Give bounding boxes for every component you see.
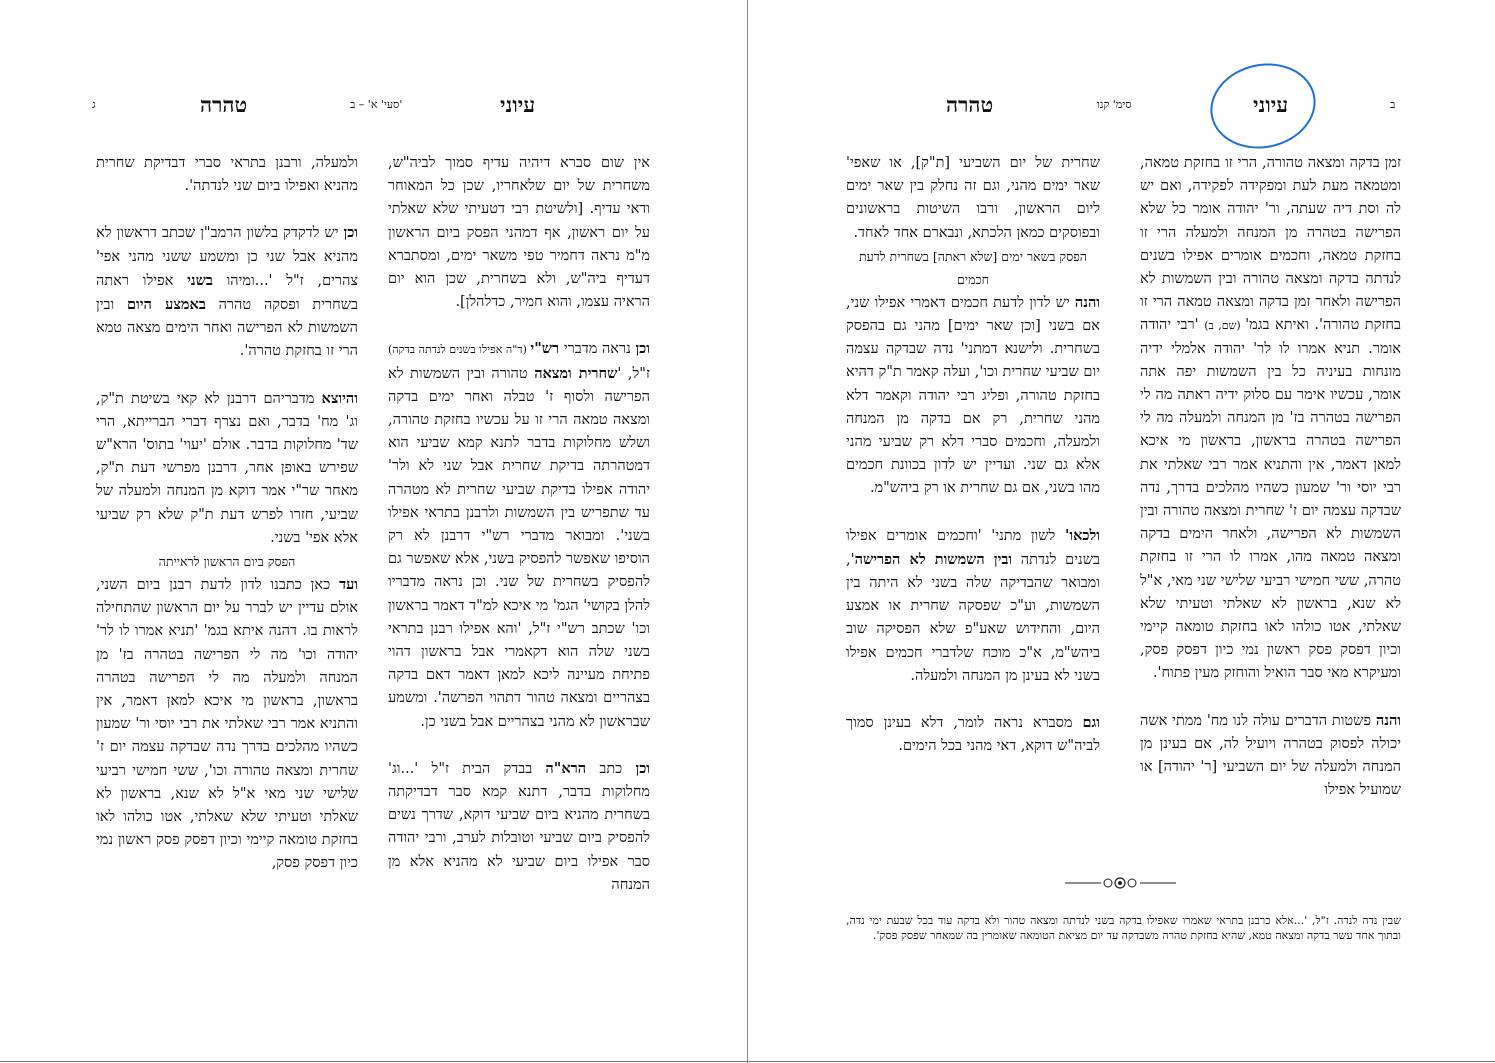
lead-word: ולכאו' xyxy=(1064,526,1100,544)
paragraph: וכן יש לדקדק בלשון הרמב"ן שכתב דראשון לא מהניא אבל שני כן ומשמע ששני מהני אפי' צהרים, ז"ל '...ומיהו בשני אפילו ראתה בשחרית ופסקה טהרה באמצע היום ובין השמשות לא הפרישה ואחר הימים מצאה טמא הרי זו בחזקת טהרה'. xyxy=(96,224,359,360)
page-number: ב xyxy=(1390,98,1396,111)
paragraph: ולכאו' לשון מתני' 'וחכמים אומרים אפילו בשנים לנדתה ובין השמשות לא הפרישה', ומבואר שהבדיקה שלה בשני לא היתה בין השמשות, וע"כ שפסקה שחרית או אמצע היום, והחידוש שאע"פ שלא הפסיקה שוב ביהש"מ, א"כ מוכח שלדברי חכמים אפילו בשני לא בעינן מן המנחה ולמעלה. xyxy=(846,526,1100,684)
page-number: ג xyxy=(92,98,96,111)
paragraph: והיוצא מדבריהם דרבנן לא קאי בשיטת ת"ק, וג' מח' בדבר, ואם נצרף דברי הברייתא, הרי שד' מחלוקות בדבר. אולם 'יעוי' בתוס' הרא"ש שפירש באופן אחר, דרבנן מפרשי דעת ת"ק, מאחר שר"י אמר דוקא מן המנחה ולמעלה של שביעי, חזרו לפרש דעת ת"ק שלא רק שביעי אלא אפי' בשני. xyxy=(96,389,358,546)
lead-word: וכן xyxy=(635,340,650,358)
paragraph: ועד כאן כתבנו לדון לדעת רבנן ביום השני, אולם עדיין יש לברר על יום הראשון שהתחילה לראות בו. דהנה איתא בגמ' 'תניא אמרו לו לר' יהודה וכו' מה לי הפרישה בטהרה בז' מן המנחה ולמעלה מה לי הפרישה בטהרה בראשון, בראשון מי איכא למאן דאמר, אין והתניא אמר רבי שאלתי את רבי יוסי ור' שמעון כשהיו מהלכים בדרך נדה שבדקה עצמה יום ז' שחרית ומצאה טהורה וכו', ששי חמישי רביעי שלישי שני מאי א"ל לא שנא, בראשון לא שאלתי וטעיתי שלא שאלתי, אטו כולהו לאו בחזקת טומאה קיימי וכיון דפסק פסק ראשון נמי כיון דפסק פסק, xyxy=(96,576,358,872)
paragraph: וכן כתב הרא"ה בבדק הבית ז"ל '...וג' מחלוקות בדבר, דתנא קמא סבר דבדיקתה בשחרית מהניא ביום שביעי דוקא, שדרך נשים להפסיק ביום שביעי וטובלות לערב, ורבי יהודה סבר אפילו ביום שביעי לא מהניא אלא מן המנחה xyxy=(388,759,650,893)
lead-word: והנה xyxy=(1375,711,1401,729)
paragraph: זמן בדקה ומצאה טהורה, הרי זו בחזקת טמאה, ומטמאה מעת לעת ומפקידה לפקידה, ואם יש לה וסת דיה שעתה, ור' יהודה אומר כל שלא הפרישה בטהרה מן המנחה ולמעלה הרי זו בחזקת טמאה, וחכמים אומרים אפילו בשנים לנדתה בדקה ומצאה טהורה ובין השמשות לא הפרישה ולאחר זמן בדקה ומצאה טמאה הרי זו בחזקת טהורה'. ואיתא בגמ' (שם, ב) 'רבי יהודה אומר. תניא אמרו לו לר' יהודה אלמלי ידיה מונחות בעיניה כל בין השמשות יפה אתה אומר, עכשיו אימר עם סלוק ידיה ראתה מה לי הפרישה בטהרה בז' מן המנחה ולמעלה מה לי הפרישה בטהרה בראשון, בראשון מי איכא למאן דאמר, אין והתניא אמר רבי שאלתי את רבי יוסי ור' שמעון כשהיו מהלכים בדרך, נדה שבדקה עצמה יום ז' שחרית ומצאה טהורה ובין השמשות לא הפרישה, ולאחר הימים בדקה ומצאה טמאה מהו, אמרו לו הרי זו בחזקת טהרה, ששי חמישי רביעי שלישי שני מאי, א"ל לא שנא, בראשון לא שאלתי וטעיתי שלא שאלתי, אטו כולהו לאו בחזקת טומאה קיימי וכיון דפסק פסק ראשון נמי כיון דפסק פסק, ומעיקרא מאי סבר הואיל והוחזק מעין פתוח'. xyxy=(1140,155,1401,682)
lead-word: ועד xyxy=(339,576,358,594)
right-page-right-column xyxy=(1140,152,1401,802)
section-range: סעי' א' – ב' xyxy=(350,98,403,111)
paragraph: והנה יש לדון לדעת חכמים דאמרי אפילו שני, אם בשני [וכן שאר ימים] מהני גם בהפסק בשחרית. ולישנא דמתני' נדה שבדקה עצמה יום שביעי שחרית וכו', ועלה קאמר ת"ק דהיא בחזקת טהורה, ופליג רבי יהודה וקאמר דלא מהני שחרית, רק אם בדקה מן המנחה ולמעלה, וחכמים סברי דלא רק שביעי מהני אלא גם שני. ועדיין יש לדון בכוונת חכמים מהו בשני, אם גם שחרית או רק ביהש"מ. xyxy=(846,293,1100,497)
book-name: עיוני xyxy=(500,92,536,117)
lead-word: והיוצא xyxy=(321,389,358,407)
section-ornament xyxy=(1063,873,1178,893)
section-subheading: הפסק בשאר ימים [שלא ראתה] בשחרית לדעת חכמים xyxy=(859,248,1087,287)
paragraph: ולמעלה, ורבנן בתראי סברי דבדיקת שחרית מהניא ואפילו ביום שני לנדתה'. xyxy=(96,155,358,195)
right-page-left-column xyxy=(846,152,1100,758)
lead-word: והנה xyxy=(1074,293,1100,311)
paragraph: והנה פשטות הדברים עולה לנו מח' ממתי אשה יכולה לפסוק בטהרה ויועיל לה, אם בעינן מן המנחה ולמעלה של יום השביעי [ר' יהודה] או שמועיל אפילו xyxy=(1140,711,1401,799)
running-title: טהרה xyxy=(200,92,248,117)
handwritten-circle-annotation xyxy=(1202,54,1323,158)
running-title: טהרה xyxy=(946,92,994,117)
paragraph: וכן נראה מדברי רש"י (ד"ה אפילו בשנים לנדתה בדקה) ז"ל, 'שחרית ומצאה טהורה ובין השמשות לא הפרישה ולסוף ז' טבלה ואחר ימים בדקה ומצאה טמאה הרי זו על עכשיו בחזקת טהורה, ושלש מחלוקות בדבר לתנא קמא שביעי הוא דמטהרתה בדיקת שחרית אבל שני לא ולר' יהודה אפילו בדיקת שביעי שחרית לא מטהרה עד שתפריש בין השמשות ולרבנן בתראי אפילו בשני'. ומבואר מדברי רש"י דרבנן לא רק הוסיפו שאפשר להפסיק בשני, אלא שאפשר גם להפסיק בשחרית של שני. וכן נראה מדבריו להלן בקושי' הגמ' מי איכא למ"ד דאמר בראשון וכו' שכתב רש"י ז"ל, 'והא אפילו רבנן בתראי בשני שלה הוא דקאמרי אבל בראשון דהוי פתיחת מעיינה ליכא למאן דאמר דאם בדקה בצהריים ומצאה טהור דתהוי הפרשה'. ומשמע שבראשון לא מהני בצהריים אבל בשני כן. xyxy=(388,340,651,730)
bottom-border xyxy=(0,1061,1495,1062)
lead-word: וגם xyxy=(1082,714,1100,732)
left-page-left-column xyxy=(96,152,358,876)
lead-word: וכן xyxy=(635,759,650,777)
paragraph: וגם מסברא נראה לומר, דלא בעינן סמוך לביה"ש דוקא, דאי מהני בכל הימים. xyxy=(846,714,1100,755)
left-page-right-column xyxy=(388,152,650,897)
paragraph: אין שום סברא דיהיה עדיף סמוך לביה"ש, משחרית של יום שלאחריו, שכן כל המאוחר ודאי עדיף. [ולשיטת רבי דטעיתי שלא שאלתי על יום ראשון, אף דמהני הפסק ביום הראשון מ"מ נראה דחמיר טפי משאר ימים, ומסתברא דעדיף ביה"ש, ולא בשחרית, שכן הוא יום הראיה עצמו, והוא חמיר, כדלהלן]. xyxy=(388,155,650,311)
siman-number: סימ' קנו xyxy=(1097,98,1132,111)
footnote: שבין נדה לנדה. ז"ל, '...אלא כרבנן בתראי שאמרו שאפילו בדקה בשני לנדתה ומצאה טהור ולא בדקה עוד בכל שבעת ימי נדה, ובתוך אחד עשר בדקה ומצאה טמא, שהיא בחזקת טהרה משבדקה עד יום מציאת הטומאה שאומרין בה שמאחר שפסק פסק'. xyxy=(846,914,1401,942)
right-page xyxy=(748,0,1495,1063)
lead-word: וכן xyxy=(343,224,358,242)
book-name: עיוני xyxy=(1253,92,1289,117)
section-subheading: הפסק ביום הראשון לראייתה xyxy=(158,554,296,570)
paragraph: שחרית של יום השביעי [ת"ק], או שאפי' שאר ימים מהני, וגם זה נחלק בין שאר ימים ליום הראשון, ורבו השיטות בראשונים ובפוסקים כמאן הלכתא, ונבארם אחד לאחד. xyxy=(846,155,1100,241)
source-reference: (ד"ה אפילו בשנים לנדתה בדקה) xyxy=(388,343,531,357)
source-reference: (שם, ב) xyxy=(1204,319,1246,333)
